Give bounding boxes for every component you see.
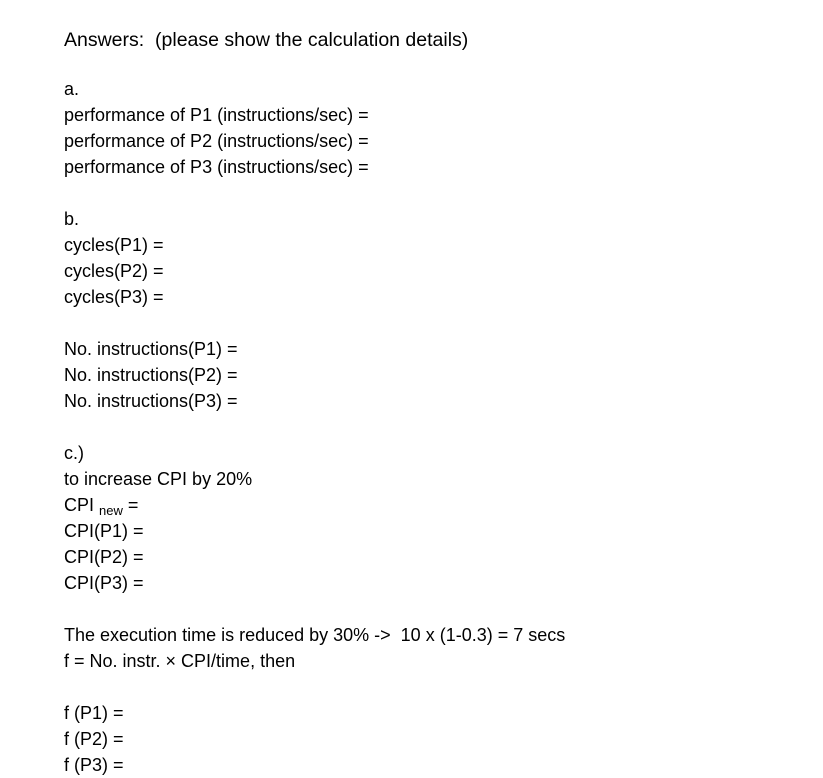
instructions-p2-line: No. instructions(P2) = — [64, 365, 238, 385]
cpi-increase-line: to increase CPI by 20% — [64, 469, 253, 489]
cpi-p1-line: CPI(P1) = — [64, 521, 144, 541]
performance-p3-line: performance of P3 (instructions/sec) = — [64, 157, 369, 177]
spacer — [64, 596, 804, 622]
spacer — [64, 310, 804, 336]
instructions-p1-line: No. instructions(P1) = — [64, 339, 238, 359]
spacer — [64, 674, 804, 700]
section-c-label: c.) — [64, 443, 84, 463]
f-p1-line: f (P1) = — [64, 703, 124, 723]
f-p2-line: f (P2) = — [64, 729, 124, 749]
performance-p2-line: performance of P2 (instructions/sec) = — [64, 131, 369, 151]
cycles-p1-line: cycles(P1) = — [64, 235, 164, 255]
section-b-label: b. — [64, 209, 80, 229]
cpi-p2-line: CPI(P2) = — [64, 547, 144, 567]
cycles-p2-line: cycles(P2) = — [64, 261, 164, 281]
f-p3-line: f (P3) = — [64, 755, 124, 775]
spacer — [64, 180, 804, 206]
cycles-p3-line: cycles(P3) = — [64, 287, 164, 307]
spacer — [64, 414, 804, 440]
cpi-p3-line: CPI(P3) = — [64, 573, 144, 593]
execution-time-line: The execution time is reduced by 30% -> 10 x (1-0.3) = 7 secs — [64, 625, 566, 645]
answer-document — [64, 26, 804, 778]
cpi-new-subscript: new — [99, 503, 123, 518]
cpi-new-base: CPI — [64, 495, 95, 515]
frequency-formula-line: f = No. instr. × CPI/time, then — [64, 651, 296, 671]
instructions-p3-line: No. instructions(P3) = — [64, 391, 238, 411]
cpi-new-line — [64, 492, 804, 518]
performance-p1-line: performance of P1 (instructions/sec) = — [64, 105, 369, 125]
section-a-label: a. — [64, 79, 80, 99]
answers-heading: Answers: (please show the calculation details) — [64, 29, 469, 51]
cpi-new-suffix: = — [122, 495, 139, 515]
